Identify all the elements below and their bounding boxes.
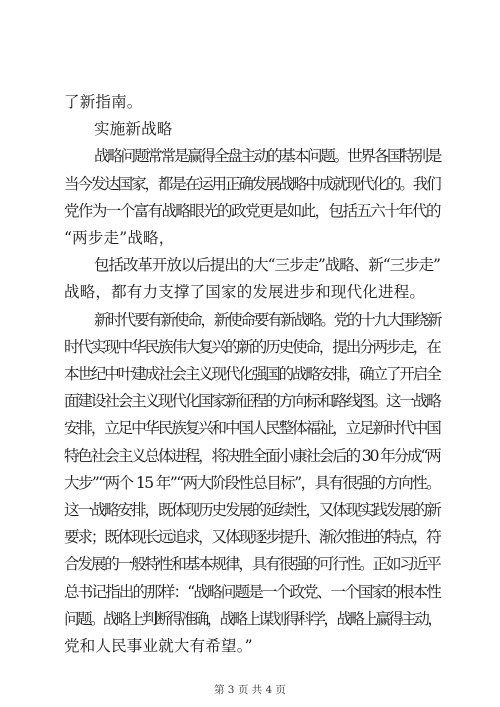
text-line: 大步”“两个 15 年”“两大阶段性总目标”，具有很强的方向性。	[64, 473, 441, 492]
text-line: 总书记指出的那样：“战略问题是一个政党、一个国家的根本性	[64, 582, 441, 601]
page-footer: 第 3 页 共 4 页	[213, 684, 287, 696]
text-line: 安排，立足中华民族复兴和中国人民整体福祉，立足新时代中国	[64, 419, 440, 438]
section-heading: 实施新战略	[94, 120, 173, 139]
text-line: 包括改革开放以后提出的大“三步走”战略、新“三步走”	[94, 256, 440, 275]
text-line: 合发展的一般特性和基本规律，具有很强的可行性。正如习近平	[64, 555, 440, 574]
text-line: 党和人民事业就大有希望。”	[64, 637, 253, 655]
text-line: 战略问题常常是赢得全盘主动的基本问题。世界各国特别是	[94, 147, 441, 166]
text-line: 问题。战略上判断得准确，战略上谋划得科学，战略上赢得主动，	[64, 609, 441, 628]
text-line: 战略，都有力支撑了国家的发展进步和现代化进程。	[64, 283, 426, 302]
text-line: 了新指南。	[64, 93, 143, 111]
text-line: 当今发达国家，都是在运用正确发展战略中成就现代化的。我们	[64, 174, 440, 193]
text-line: 要求；既体现长远追求，又体现逐步提升、渐次推进的特点，符	[64, 528, 440, 547]
text-line: 党作为一个富有战略眼光的政党更是如此，包括五六十年代的	[64, 201, 440, 220]
text-line: 本世纪中叶建成社会主义现代化强国的战略安排，确立了开启全	[64, 365, 440, 383]
text-line: 时代实现中华民族伟大复兴的新的历史使命，提出分两步走，在	[64, 337, 440, 356]
text-line: 新时代要有新使命，新使命要有新战略。党的十九大围绕新	[94, 310, 441, 329]
text-line: “两步走”战略，	[64, 229, 175, 247]
text-line: 特色社会主义总体进程，将决胜全面小康社会后的 30 年分成“两	[64, 446, 440, 465]
text-line: 面建设社会主义现代化国家新征程的方向标和路线图。这一战略	[64, 392, 440, 411]
text-line: 这一战略安排，既体现历史发展的延续性，又体现实践发展的新	[64, 501, 440, 519]
